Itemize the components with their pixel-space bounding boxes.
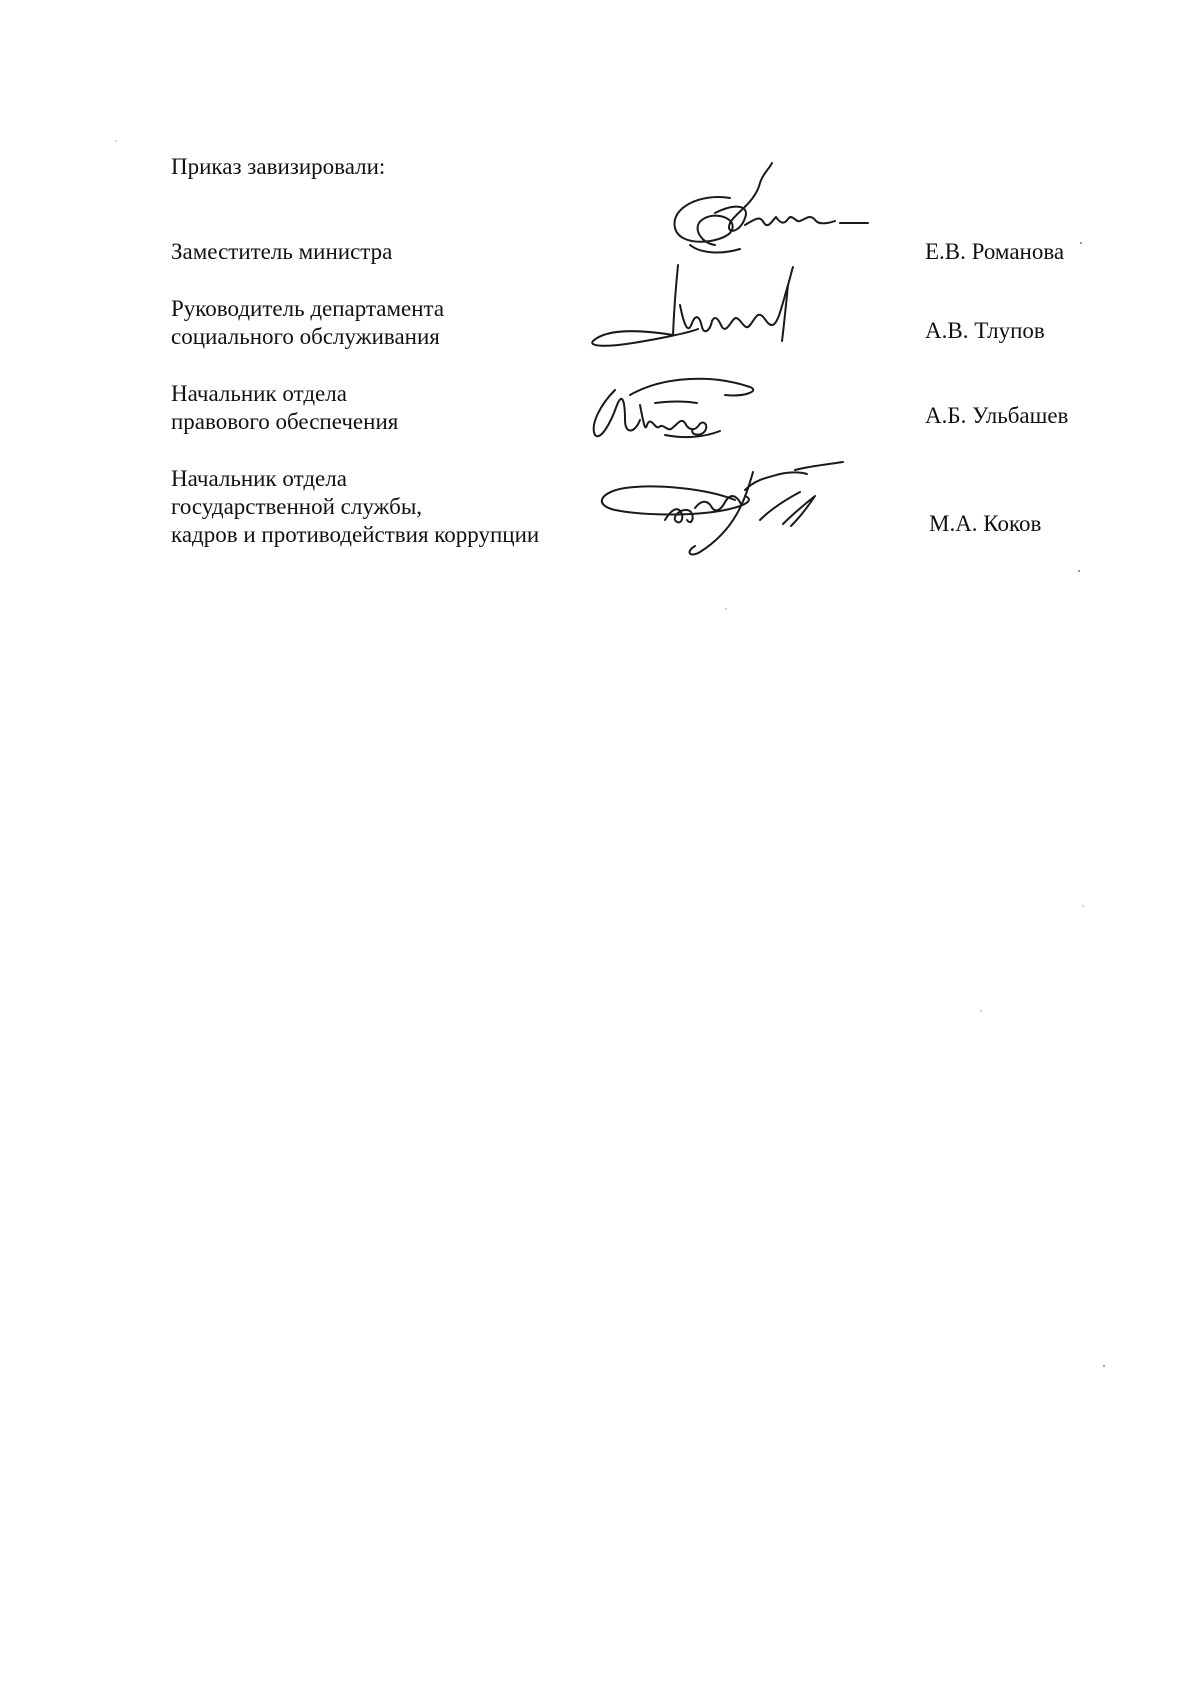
handwritten-signature xyxy=(588,265,808,355)
position-line: социального обслуживания xyxy=(171,324,440,349)
approval-heading: Приказ завизировали: xyxy=(171,154,386,179)
position-line: правового обеспечения xyxy=(171,409,399,434)
handwritten-signature xyxy=(585,375,765,455)
position-line: государственной службы, xyxy=(171,494,423,519)
signatory-position xyxy=(171,465,539,549)
signatory-name: М.А. Коков xyxy=(929,511,1042,536)
signatory-name: А.Б. Ульбашев xyxy=(925,403,1069,428)
signatory-position xyxy=(171,380,398,436)
position-line: кадров и противодействия коррупции xyxy=(171,522,540,547)
scan-speck xyxy=(1078,570,1080,572)
scan-speck xyxy=(725,608,727,610)
scan-speck xyxy=(115,140,117,142)
scan-speck xyxy=(1082,905,1084,907)
handwritten-signature xyxy=(660,163,870,273)
scan-speck xyxy=(1080,242,1082,244)
position-line: Начальник отдела xyxy=(171,381,347,406)
signatory-name: А.В. Тлупов xyxy=(925,318,1045,343)
position-line: Заместитель министра xyxy=(171,239,393,264)
position-line: Руководитель департамента xyxy=(171,296,445,321)
signatory-position xyxy=(171,295,444,351)
handwritten-signature xyxy=(595,460,845,560)
scan-speck xyxy=(980,1010,982,1012)
scan-speck xyxy=(1103,1365,1105,1367)
position-line: Начальник отдела xyxy=(171,466,347,491)
signatory-name: Е.В. Романова xyxy=(925,239,1065,264)
signatory-position xyxy=(171,238,392,266)
